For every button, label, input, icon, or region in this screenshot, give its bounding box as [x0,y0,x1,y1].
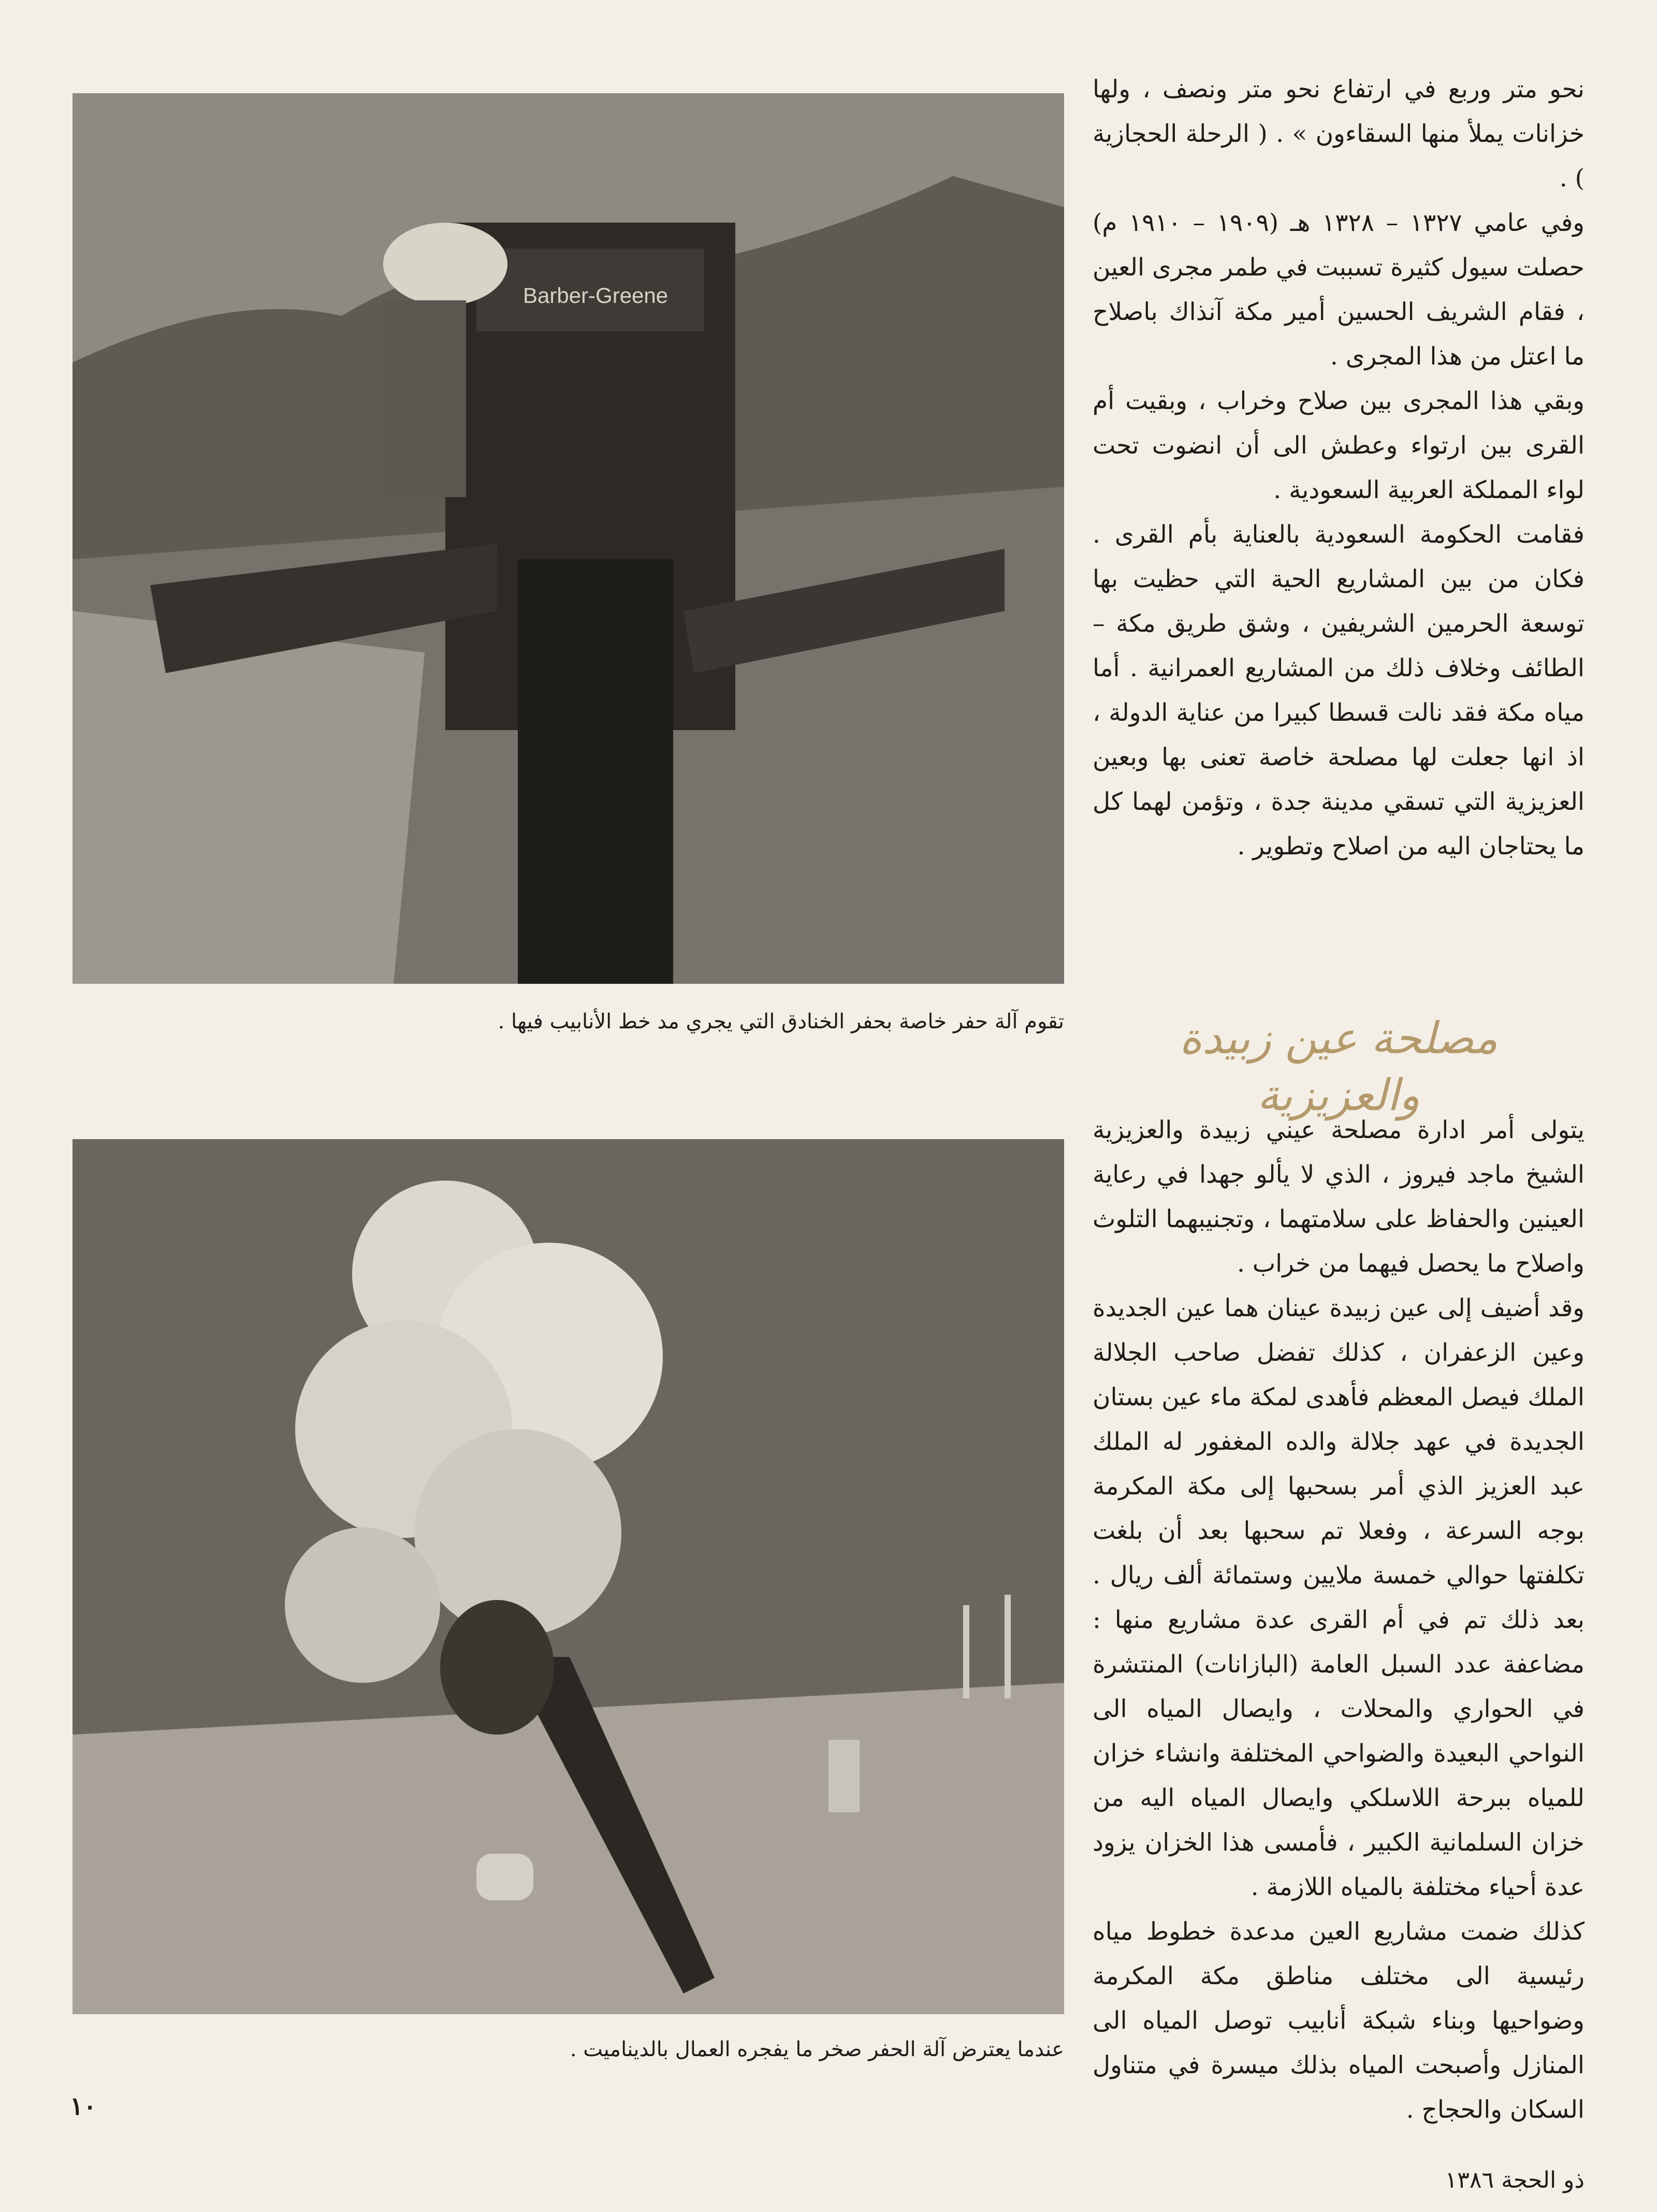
dynamite-blast-illustration [72,1139,1064,2014]
trench-digger-illustration [72,93,1064,984]
trench-digger-photo [72,93,1064,984]
dynamite-blast-caption: عندما يعترض آلة الحفر صخر ما يفجره العمال بالديناميت . [570,2038,1064,2061]
machine-brand-label: Barber-Greene [523,283,668,308]
page-number: ١٠ [70,2092,97,2121]
article-paragraph: وقد أضيف إلى عين زبيدة عينان هما عين الجديدة وعين الزعفران ، كذلك تفضل صاحب الجلالة الملك فيصل المعظم فأهدى لمكة ماء عين بستان الجديدة في عهد جلالة والده المغفور له الملك عبد العزيز الذي أمر بسحبها إلى مكة المكرمة بوجه السرعة ، وفعلا تم سحبها بعد أن بلغت تكلفتها حوالي خمسة ملايين وستمائة ألف ريال . بعد ذلك تم في أم القرى عدة مشاريع منها : مضاعفة عدد السبل العامة (البازانات) المنتشرة في الحواري والمحلات ، وايصال المياه الى النواحي البعيدة والضواحي المختلفة وانشاء خزان للمياه ببرحة اللاسلكي وايصال المياه اليه من خزان السلمانية الكبير ، فأمسى هذا الخزان يزود عدة أحياء مختلفة بالمياه اللازمة . [1093,1294,1585,1901]
article-column-bottom [1093,1108,1585,2132]
dynamite-blast-photo [72,1139,1064,2014]
article-paragraph: فقامت الحكومة السعودية بالعناية بأم القرى . فكان من بين المشاريع الحية التي حظيت بها توسعة الحرمين الشريفين ، وشق طريق مكة – الطائف وخلاف ذلك من المشاريع العمرانية . أما مياه مكة فقد نالت قسطا كبيرا من عناية الدولة ، اذ انها جعلت لها مصلحة خاصة تعنى بها وبعين العزيزية التي تسقي مدينة جدة ، وتؤمن لهما كل ما يحتاجان اليه من اصلاح وتطوير . [1093,520,1585,861]
article-paragraph: وفي عامي ١٣٢٧ – ١٣٢٨ هـ (١٩٠٩ – ١٩١٠ م) حصلت سيول كثيرة تسببت في طمر مجرى العين ، فقام الشريف الحسين أمير مكة آنذاك باصلاح ما اعتل من هذا المجرى . [1093,209,1585,371]
article-paragraph: نحو متر وربع في ارتفاع نحو متر ونصف ، ولها خزانات يملأ منها السقاءون » . ( الرحلة الحجازية ) . [1093,75,1585,193]
issue-date: ذو الحجة ١٣٨٦ [1445,2167,1585,2193]
article-column-top [1093,67,1585,869]
article-paragraph: يتولى أمر ادارة مصلحة عيني زبيدة والعزيزية الشيخ ماجد فيروز ، الذي لا يألو جهدا في رعاية العينين والحفاظ على سلامتهما ، وتجنيبهما التلوث واصلاح ما يحصل فيهما من خراب . [1093,1116,1585,1278]
section-heading: مصلحة عين زبيدة والعزيزية [1179,1013,1498,1120]
trench-digger-caption: تقوم آلة حفر خاصة بحفر الخنادق التي يجري مد خط الأنابيب فيها . [498,1010,1064,1034]
article-paragraph: كذلك ضمت مشاريع العين مدعدة خطوط مياه رئيسية الى مختلف مناطق مكة المكرمة وضواحيها وبناء شبكة أنابيب توصل المياه الى المنازل وأصبحت المياه بذلك ميسرة في متناول السكان والحجاج . [1093,1917,1585,2124]
article-paragraph: وبقي هذا المجرى بين صلاح وخراب ، وبقيت أم القرى بين ارتواء وعطش الى أن انضوت تحت لواء المملكة العربية السعودية . [1093,387,1585,504]
